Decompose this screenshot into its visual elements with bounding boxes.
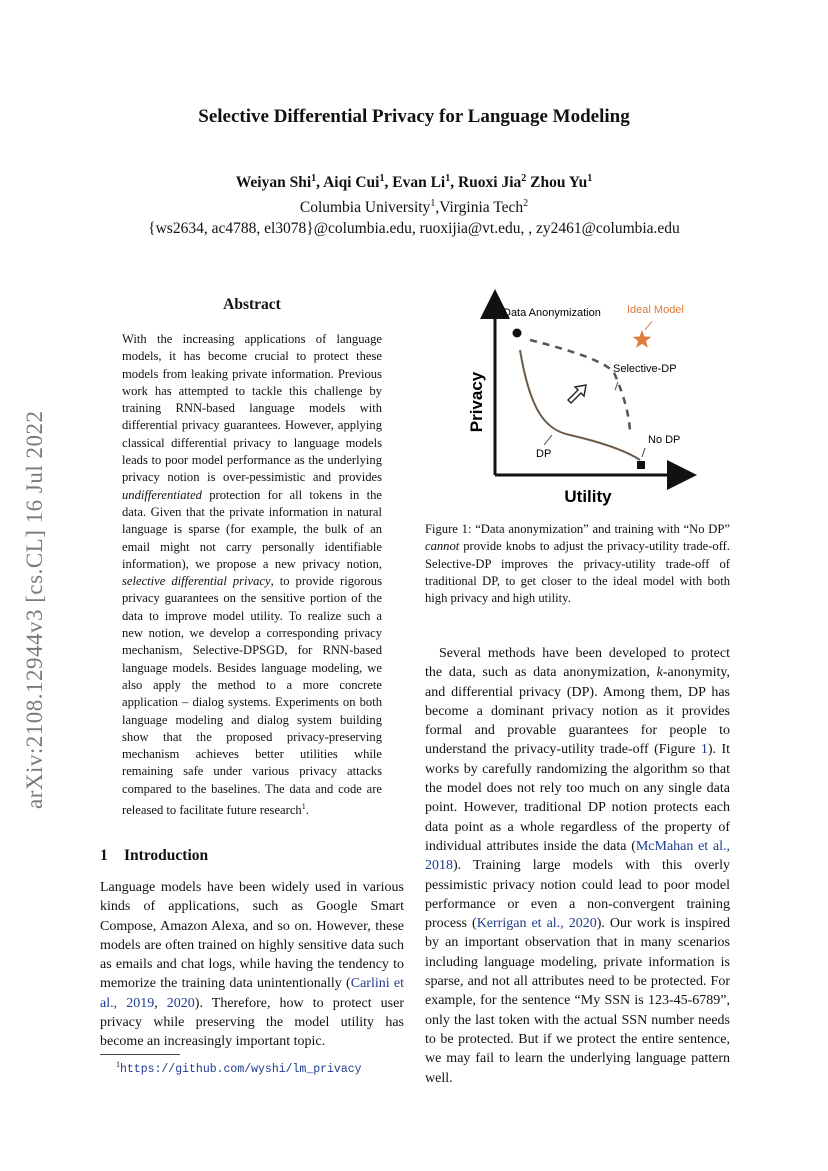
author-2: Aiqi Cui$^1$, <box>323 173 393 192</box>
citation-link[interactable]: Kerrigan et al., 2020 <box>476 916 597 932</box>
body-paragraph: Several methods have been developed to protect the data, such as data anonymization, k-anonymity, and differential privacy (DP). Among them, DP has become a dominant privacy notion as it provides formal and provable guarantees for people to understand the privacy-utility trade-off (Figure 1). It works by carefully randomizing the algorithm so that the model does not rely too much on any single data point. However, traditional DP notion protects each data point as a whole regardless of the property of individual attributes inside the data (McMahan et al., 2018). Training large models with this overly pessimistic privacy notion could lead to poor model performance or even a non-convergent training process (Kerrigan et al., 2020). Our work is inspired by an important observation that in many scenarios including language modeling, private information is sparse, and not all attributes need to be protected. For example, for the sentence “My SSN is 123-45-6789”, only the last token with the actual SSN number needs to be protected. But if we protect the entire sentence, we may fail to learn the underlying language pattern well. <box>425 646 730 1086</box>
citation-link[interactable]: McMahan et al., 2018 <box>425 838 730 874</box>
arxiv-identifier-stamp: arXiv:2108.12944v3 [cs.CL] 16 Jul 2022 <box>22 410 47 810</box>
author-emails: {ws2634, ac4788, el3078}@columbia.edu, ruoxijia@vt.edu, , zy2461@columbia.edu <box>148 220 680 238</box>
improvement-arrow-icon <box>568 385 586 403</box>
ideal-model-star-icon <box>633 330 652 348</box>
paper-title: Selective Differential Privacy for Language Modeling <box>198 106 630 127</box>
y-axis-label: Privacy <box>467 371 486 433</box>
footnote-url-link[interactable]: https://github.com/wyshi/lm_privacy <box>120 1062 362 1076</box>
footnote-marker[interactable]: 1 <box>301 802 306 812</box>
figure-caption: Figure 1: “Data anonymization” and training with “No DP” cannot provide knobs to adjust the privacy-utility trade-off. Selective-DP improves the privacy-utility trade-off of traditional DP, to get closer to the ideal model with both high privacy and high utility. <box>425 522 730 606</box>
author-1: Weiyan Shi$^1$, <box>235 173 324 192</box>
selective-dp-label: Selective-DP <box>613 363 677 375</box>
figure-reference-link[interactable]: 1 <box>700 742 708 758</box>
section-heading-introduction: 1 Introduction <box>100 847 209 864</box>
data-anonymization-label: Data Anonymization <box>503 307 601 319</box>
author-3: Evan Li$^1$, <box>392 173 458 192</box>
author-4: Ruoxi Jia$^2$ <box>457 173 527 192</box>
x-axis-label: Utility <box>564 487 612 506</box>
abstract-heading: Abstract <box>223 296 281 313</box>
privacy-utility-diagram <box>467 290 710 515</box>
data-anonymization-point <box>513 329 522 338</box>
intro-paragraph: Language models have been widely used in various kinds of applications, such as Google Smart Compose, Amazon Alexa, and so on. However, these models are often trained on highly sensitive data such as emails and chat logs, while having the tendency to memorize the training data unintentionally (Carlini et al., 2019, 2020). Therefore, how to protect user privacy while preserving the model utility has become an increasingly important topic. <box>100 880 405 1050</box>
ideal-model-label: Ideal Model <box>627 304 684 316</box>
no-dp-point <box>637 461 645 469</box>
citation-link[interactable]: Carlini et al., 2019 <box>100 976 404 1011</box>
author-5: Zhou Yu$^1$ <box>530 173 593 192</box>
abstract-text: With the increasing applications of language models, it has become crucial to protect these models from leaking private information. Previous work has attempted to tackle this challenge by training RNN-based language models with differential privacy guarantees. However, applying classical differential privacy to language models leads to poor model performance as the underlying privacy notion is over-pessimistic and provides undifferentiated protection for all tokens in the data. Given that the private information in natural language is sparse (for example, the bulk of an email might not carry personally identifiable information), we propose a new privacy notion, selective differential privacy, to provide rigorous privacy guarantees on the sensitive portion of the data to improve model utility. To realize such a new notion, we develop a corresponding privacy mechanism, Selective-DPSGD, for RNN-based language models. Besides language modeling, we also apply the method to a more concrete application – dialog systems. Experiments on both language modeling and dialog system building show that the proposed privacy-preserving mechanism achieves better utilities while remaining safe under various privacy attacks compared to the baselines. The data and code are released to facilitate future research$^1$. <box>122 332 382 818</box>
footnote-rule <box>100 1054 180 1055</box>
affiliations: Columbia University$^1$,Virginia Tech$^2$ <box>299 198 529 217</box>
no-dp-label: No DP <box>648 434 681 446</box>
figure-privacy-utility <box>467 290 710 515</box>
dp-pointer <box>544 435 552 445</box>
citation-link[interactable]: 2020 <box>166 995 195 1011</box>
footnote: $^1$https://github.com/wyshi/lm_privacy <box>116 1060 362 1076</box>
author-names <box>100 168 728 193</box>
author-block <box>100 168 728 239</box>
selective-dp-pointer <box>615 382 618 390</box>
dp-label: DP <box>536 448 552 460</box>
ideal-model-pointer <box>645 321 652 330</box>
no-dp-pointer <box>642 448 645 457</box>
